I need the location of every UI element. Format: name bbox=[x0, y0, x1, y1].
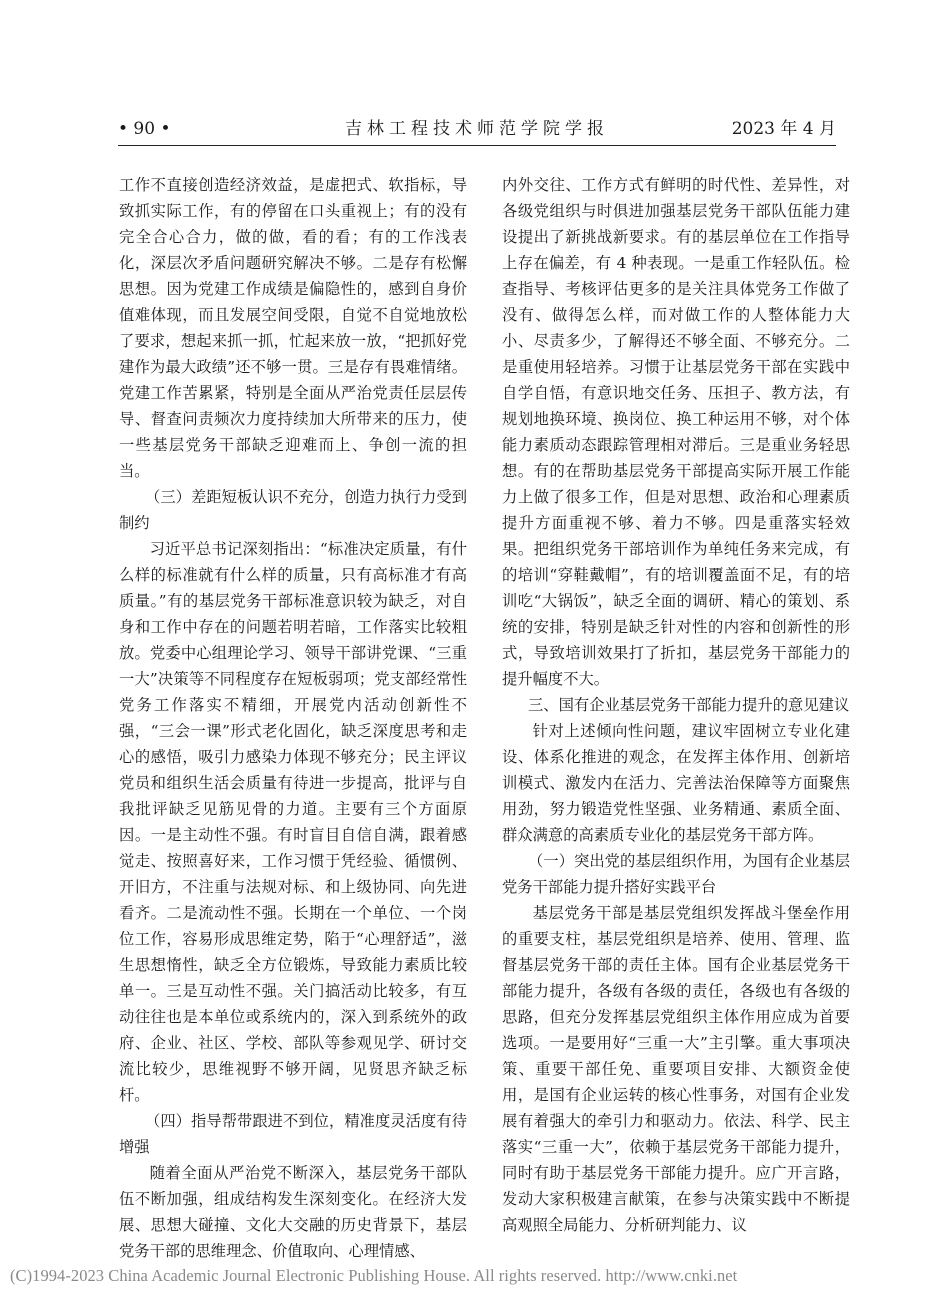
page-number: • 90 • bbox=[118, 119, 171, 139]
running-header bbox=[118, 118, 836, 142]
section-heading: （一）突出党的基层组织作用，为国有企业基层党务干部能力提升搭好实践平台 bbox=[502, 852, 850, 896]
paragraph: 针对上述倾向性问题，建议牢固树立专业化建设、体系化推进的观念，在发挥主体作用、创新培训模式、激发内在活力、完善法治保障等方面聚焦用劲，努力锻造党性坚强、业务精通、素质全面、群众满意的高素质专业化的基层党务干部方阵。 bbox=[502, 722, 850, 844]
journal-title: 吉林工程技术师范学院学报 bbox=[345, 119, 609, 139]
issue-date: 2023 年 4 月 bbox=[731, 119, 836, 139]
section-heading: （三）差距短板认识不充分，创造力执行力受到制约 bbox=[119, 488, 467, 532]
header-rule bbox=[118, 145, 836, 146]
paragraph: 工作不直接创造经济效益，是虚把式、软指标，导致抓实际工作，有的停留在口头重视上；有的没有完全合心合力，做的做，看的看；有的工作浅表化，深层次矛盾问题研究解决不够。二是存有松懈思想。因为党建工作成绩是偏隐性的，感到自身价值难体现，而且发展空间受限，自觉不自觉地放松了要求，想起来抓一抓，忙起来放一放，“把抓好党建作为最大政绩”还不够一贯。三是存有畏难情绪。党建工作苦累紧，特别是全面从严治党责任层层传导、督查问责频次力度持续加大所带来的压力，使一些基层党务干部缺乏迎难而上、争创一流的担当。 bbox=[119, 176, 467, 480]
copyright-footer: (C)1994-2023 China Academic Journal Electronic Publishing House. All rights reserved. http://www.cnki.net bbox=[10, 1266, 738, 1285]
section-heading: （四）指导帮带跟进不到位，精准度灵活度有待增强 bbox=[119, 1112, 467, 1156]
right-column bbox=[502, 172, 850, 1238]
paragraph: 习近平总书记深刻指出：“标准决定质量，有什么样的标准就有什么样的质量，只有高标准才有高质量。”有的基层党务干部标准意识较为缺乏，对自身和工作中存在的问题若明若暗，工作落实比较粗放。党委中心组理论学习、领导干部讲党课、“三重一大”决策等不同程度存在短板弱项；党支部经常性党务工作落实不精细，开展党内活动创新性不强，“三会一课”形式老化固化，缺乏深度思考和走心的感悟，吸引力感染力体现不够充分；民主评议党员和组织生活会质量有待进一步提高，批评与自我批评缺乏见筋见骨的力道。主要有三个方面原因。一是主动性不强。有时盲目自信自满，跟着感觉走、按照喜好来，工作习惯于凭经验、循惯例、开旧方，不注重与法规对标、和上级协同、向先进看齐。二是流动性不强。长期在一个单位、一个岗位工作，容易形成思维定势，陷于“心理舒适”，滋生思想惰性，缺乏全方位锻炼，导致能力素质比较单一。三是互动性不强。关门搞活动比较多，有互动往往也是本单位或系统内的，深入到系统外的政府、企业、社区、学校、部队等参观见学、研讨交流比较少，思维视野不够开阔，见贤思齐缺乏标杆。 bbox=[119, 540, 467, 1104]
paragraph: 基层党务干部是基层党组织发挥战斗堡垒作用的重要支柱，基层党组织是培养、使用、管理、监督基层党务干部的责任主体。国有企业基层党务干部能力提升，各级有各级的责任，各级也有各级的思路，但充分发挥基层党组织主体作用应成为首要选项。一是要用好“三重一大”主引擎。重大事项决策、重要干部任免、重要项目安排、大额资金使用，是国有企业运转的核心性事务，对国有企业发展有着强大的牵引力和驱动力。依法、科学、民主落实“三重一大”，依赖于基层党务干部能力提升，同时有助于基层党务干部能力提升。应广开言路，发动大家积极建言献策，在参与决策实践中不断提高观照全局能力、分析研判能力、议 bbox=[502, 904, 850, 1234]
left-column bbox=[119, 172, 467, 1264]
section-heading: 三、国有企业基层党务干部能力提升的意见建议 bbox=[528, 696, 850, 714]
paragraph: 随着全面从严治党不断深入，基层党务干部队伍不断加强，组成结构发生深刻变化。在经济大发展、思想大碰撞、文化大交融的历史背景下，基层党务干部的思维理念、价值取向、心理情感、 bbox=[119, 1164, 467, 1260]
paragraph: 内外交往、工作方式有鲜明的时代性、差异性，对各级党组织与时俱进加强基层党务干部队伍能力建设提出了新挑战新要求。有的基层单位在工作指导上存在偏差，有 4 种表现。一是重工作轻队伍。检查指导、考核评估更多的是关注具体党务工作做了没有、做得怎么样，而对做工作的人整体能力大小、尽责多少，了解得还不够全面、不够充分。二是重使用轻培养。习惯于让基层党务干部在实践中自学自悟，有意识地交任务、压担子、教方法，有规划地换环境、换岗位、换工种运用不够，对个体能力素质动态跟踪管理相对滞后。三是重业务轻思想。有的在帮助基层党务干部提高实际开展工作能力上做了很多工作，但是对思想、政治和心理素质提升方面重视不够、着力不够。四是重落实轻效果。把组织党务干部培训作为单纯任务来完成，有的培训“穿鞋戴帽”，有的培训覆盖面不足，有的培训吃“大锅饭”，缺乏全面的调研、精心的策划、系统的安排，特别是缺乏针对性的内容和创新性的形式，导致培训效果打了折扣，基层党务干部能力的提升幅度不大。 bbox=[502, 176, 850, 688]
